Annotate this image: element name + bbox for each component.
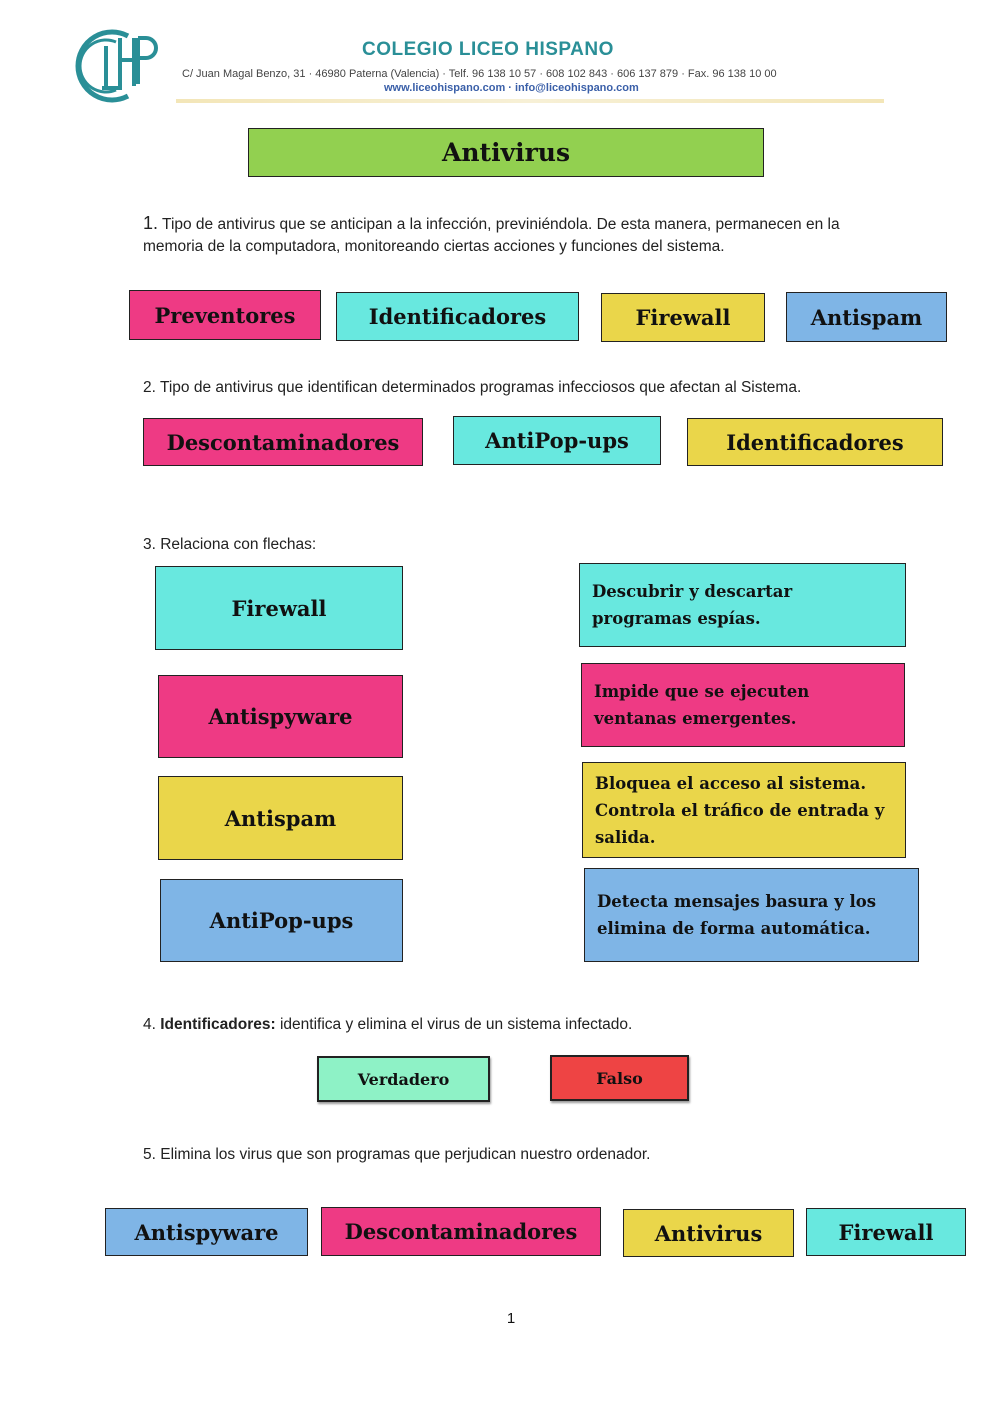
false-button[interactable]: Falso: [550, 1055, 689, 1101]
school-name: COLEGIO LICEO HISPANO: [362, 39, 614, 60]
school-web: www.liceohispano.com · info@liceohispano.com: [384, 82, 639, 94]
question-2-text: 2. Tipo de antivirus que identifican determinados programas infecciosos que afectan al Sistema.: [143, 379, 802, 396]
question-4-bold: Identificadores:: [160, 1016, 276, 1033]
q3-right-trafico[interactable]: Bloquea el acceso al sistema. Controla el tráfico de entrada y salida.: [582, 762, 906, 858]
q3-right-espias[interactable]: Descubrir y descartar programas espías.: [579, 563, 906, 647]
q5-option-firewall[interactable]: Firewall: [806, 1208, 966, 1256]
q1-option-firewall[interactable]: Firewall: [601, 293, 765, 342]
q5-option-descontaminadores[interactable]: Descontaminadores: [321, 1207, 601, 1256]
question-4: [143, 1014, 903, 1036]
q3-left-antispyware[interactable]: Antispyware: [158, 675, 403, 758]
header-divider: [176, 99, 884, 103]
q2-option-descontaminadores[interactable]: Descontaminadores: [143, 418, 423, 466]
q3-left-firewall[interactable]: Firewall: [155, 566, 403, 650]
q2-option-identificadores[interactable]: Identificadores: [687, 418, 943, 466]
q1-option-identificadores[interactable]: Identificadores: [336, 292, 579, 341]
q5-option-antispyware[interactable]: Antispyware: [105, 1208, 308, 1256]
question-1: [143, 212, 883, 258]
question-4-text: identifica y elimina el virus de un sistema infectado.: [279, 1016, 633, 1033]
page-number: 1: [506, 1310, 516, 1327]
q2-option-antipopups[interactable]: AntiPop-ups: [453, 416, 661, 465]
true-button[interactable]: Verdadero: [317, 1056, 490, 1102]
question-3-text: 3. Relaciona con flechas:: [143, 536, 317, 553]
q3-left-antispam[interactable]: Antispam: [158, 776, 403, 860]
q5-option-antivirus[interactable]: Antivirus: [623, 1209, 794, 1257]
school-address: C/ Juan Magal Benzo, 31 · 46980 Paterna (Valencia) · Telf. 96 138 10 57 · 608 102 843 · 606 137 879 · Fax. 96 138 10 00: [182, 68, 777, 80]
school-logo: [66, 24, 166, 108]
q3-left-antipopups[interactable]: AntiPop-ups: [160, 879, 403, 962]
q3-right-emergentes[interactable]: Impide que se ejecuten ventanas emergentes.: [581, 663, 905, 747]
page-title: Antivirus: [248, 128, 764, 177]
question-5-text: 5. Elimina los virus que son programas que perjudican nuestro ordenador.: [143, 1146, 651, 1163]
question-1-text: Tipo de antivirus que se anticipan a la infección, previniéndola. De esta manera, permanecen en la memoria de la computadora, monitoreando ciertas acciones y funciones del sistema.: [143, 216, 840, 255]
question-4-number: 4.: [143, 1016, 156, 1033]
q1-option-antispam[interactable]: Antispam: [786, 292, 947, 342]
question-1-number: 1.: [143, 213, 159, 233]
q3-right-basura[interactable]: Detecta mensajes basura y los elimina de forma automática.: [584, 868, 919, 962]
q1-option-preventores[interactable]: Preventores: [129, 290, 321, 340]
